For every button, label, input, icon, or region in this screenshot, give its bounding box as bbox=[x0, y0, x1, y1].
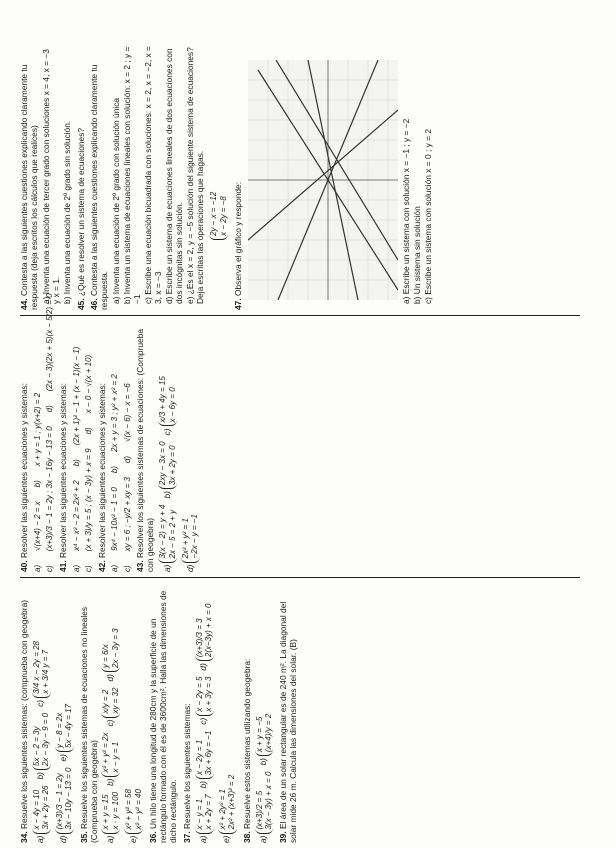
equation-system bbox=[255, 714, 274, 756]
equation: (x+3)/3 = 3 bbox=[194, 618, 204, 658]
item-label: a) bbox=[71, 564, 81, 572]
exercise-number: 45. bbox=[75, 298, 86, 310]
equation-system bbox=[32, 713, 51, 770]
equation-system bbox=[218, 775, 237, 834]
equation: 3x − 10y − 13 = 0 bbox=[64, 767, 74, 830]
system-item bbox=[53, 762, 76, 844]
exercise-39 bbox=[279, 583, 299, 843]
system-item bbox=[253, 766, 276, 843]
system-label: c) bbox=[198, 717, 209, 725]
exercise-44 bbox=[20, 45, 73, 310]
equation: 3/4 x − 2y = 28 bbox=[31, 640, 41, 694]
system-item bbox=[99, 727, 122, 786]
exercise-37 bbox=[183, 583, 239, 843]
equation-system bbox=[101, 792, 120, 834]
system-item bbox=[156, 370, 179, 435]
system-label: a) bbox=[198, 835, 209, 843]
equation: x − 6y = 0 bbox=[167, 387, 177, 423]
sub-question: d) Escribe un sistema de ecuaciones lineales de dos ecuaciones con dos incógnitas sin solución. bbox=[163, 48, 184, 304]
sub-question: a) Inventa una ecuación de 2º grado con solución única bbox=[111, 97, 122, 304]
exercise-46 bbox=[90, 45, 230, 310]
exercise-43 bbox=[136, 321, 202, 572]
items-list bbox=[110, 321, 132, 572]
equation: x − 2y = 5 bbox=[194, 676, 204, 712]
exercise-text: Resolver las siguientes ecuaciones y sistemas: bbox=[57, 382, 68, 559]
exercise-text: ¿Qué es resolver un sistema de ecuaciones? bbox=[75, 127, 86, 297]
equation-system bbox=[255, 772, 274, 834]
sub-question: a) Escribe un sistema con solución x = −1 ; y = −2 bbox=[401, 118, 412, 304]
column-1 bbox=[20, 578, 580, 848]
equation: 5x − 2 = 3y bbox=[31, 726, 41, 767]
equation: y − 8 = 2x bbox=[54, 712, 64, 749]
item-expression: √(x − 6) − x = −6 bbox=[122, 383, 132, 442]
equation-system bbox=[195, 604, 214, 662]
equation: 2x² + (x+3)² = 2 bbox=[227, 774, 237, 830]
system-label: a) bbox=[104, 835, 115, 843]
item-label: a) bbox=[110, 564, 120, 572]
item-expression: xy = 6 ; −y/2 + xy = 3 bbox=[122, 477, 132, 552]
equation: 2y − x = −12 bbox=[209, 191, 219, 236]
item-expression: x⁴ − x² − 2 = 2x² + 2 bbox=[71, 480, 81, 551]
exercise-text: Resuelve los siguientes sistemas: bbox=[181, 703, 192, 830]
equation: 2x − 5 = 2 + y bbox=[167, 509, 177, 559]
equation: 3x + 6y = −1 bbox=[204, 730, 214, 775]
exercise-text: Resolver las siguientes ecuaciones y sistemas: bbox=[19, 382, 29, 559]
exercise-text: Observa el gráfico y responde: bbox=[233, 181, 244, 297]
equation: 3(x − 3y) + x = 0 bbox=[263, 771, 273, 830]
equation: 3x + 2y = 26 bbox=[41, 785, 51, 830]
item-expression: (2x + 1)² − 1 + (x − 1)(x − 1) bbox=[71, 346, 81, 446]
item-expression: (x+3)/3 − 1 = 2y ; 3x − 16y − 13 = 0 bbox=[45, 426, 55, 552]
system-label: d) bbox=[104, 674, 115, 682]
equation-system bbox=[55, 768, 74, 834]
equation: xy = 32 bbox=[110, 687, 120, 714]
exercise-35 bbox=[80, 583, 146, 843]
equation: −2x − y = −1 bbox=[190, 514, 200, 559]
equation: 2xy − 3x = 0 bbox=[158, 441, 168, 486]
exercise-text: Resuelve los siguientes sistemas: (comprueba con geogebra) bbox=[19, 599, 29, 830]
equation-system bbox=[101, 733, 120, 777]
item-label: c) bbox=[84, 565, 94, 572]
system-label: e) bbox=[127, 835, 138, 843]
system-item bbox=[193, 598, 216, 671]
item-label: b) bbox=[110, 466, 120, 474]
exercise-34 bbox=[20, 583, 76, 843]
system-label: d) bbox=[184, 564, 195, 572]
equation-system bbox=[101, 688, 120, 718]
exercise-number: 37. bbox=[181, 831, 192, 843]
equation-system bbox=[55, 704, 74, 752]
equation: x + y = 15 bbox=[101, 794, 111, 830]
exercise-number: 38. bbox=[241, 831, 252, 843]
expression-row bbox=[45, 293, 55, 572]
exercise-text: Resuelve los siguientes sistemas de ecuaciones no lineales (Comprueba con geogebra) bbox=[78, 606, 99, 843]
exercise-number: 46. bbox=[89, 298, 100, 310]
item-label: d) bbox=[122, 455, 132, 464]
equation: (x+3)/2 = 5 bbox=[254, 790, 264, 830]
equation-system bbox=[158, 376, 177, 426]
systems-grid bbox=[156, 321, 202, 572]
system-item bbox=[253, 708, 276, 766]
equation: (x+4)/y = 2 bbox=[263, 713, 273, 753]
system-item bbox=[156, 435, 179, 498]
exercise-47 bbox=[234, 45, 434, 310]
equation-system bbox=[32, 641, 51, 698]
equation: x − y = 1 bbox=[110, 741, 120, 773]
system-item bbox=[216, 769, 239, 843]
systems-grid bbox=[99, 583, 145, 843]
system-label: b) bbox=[104, 778, 115, 786]
equation: x + 2y = 7 bbox=[204, 794, 214, 830]
item-label: b) bbox=[32, 480, 42, 488]
sub-questions bbox=[402, 45, 434, 304]
equation: 5x − 4y = 17 bbox=[64, 704, 74, 749]
equation-system bbox=[158, 505, 177, 563]
exercise-text: Resolver los siguientes sistemas de ecuaciones: (Comprueba con geogebra) bbox=[135, 328, 156, 572]
exercise-number: 36. bbox=[148, 831, 159, 843]
system-item bbox=[122, 783, 145, 843]
exercise-number: 44. bbox=[19, 298, 29, 310]
item-expression: 2x + y = 3 ; y² + x² = 2 bbox=[110, 374, 120, 453]
exercise-text: Resolver las siguientes ecuaciones y sistemas: bbox=[96, 382, 107, 559]
equation: x − 4y = 10 bbox=[31, 789, 41, 830]
system-item bbox=[193, 725, 216, 789]
equation: (x+3)/3 − 1 = 2y bbox=[54, 773, 64, 830]
item-expression: x + y = 1 ; y(x+2) = 2 bbox=[32, 392, 42, 467]
item-expression: 9x⁴ − 10x² − 1 = 0 bbox=[110, 487, 120, 551]
exercise-number: 41. bbox=[57, 560, 68, 572]
exercise-41 bbox=[59, 321, 94, 572]
equation: x − y = 1 bbox=[194, 798, 204, 830]
system-46e bbox=[209, 192, 228, 240]
system-label: c) bbox=[104, 719, 115, 727]
system-label: c) bbox=[161, 428, 172, 436]
sub-question: a) Inventa una ecuación de tercer grado con soluciones x = 4, x = −3 y x = 1. bbox=[40, 49, 61, 304]
exercise-number: 43. bbox=[135, 560, 146, 572]
equation: x² + 2y² = 1 bbox=[217, 789, 227, 830]
systems-grid bbox=[253, 583, 276, 843]
equation: x + 3/4 y = 7 bbox=[41, 649, 51, 694]
system-item bbox=[30, 635, 53, 707]
system-label: d) bbox=[198, 663, 209, 671]
expression-row bbox=[84, 321, 93, 572]
exercise-number: 40. bbox=[19, 560, 29, 572]
equation: x² − y² = 40 bbox=[133, 789, 143, 830]
exercise-38 bbox=[243, 583, 276, 843]
item-label: b) bbox=[71, 459, 81, 467]
exercise-text: El área de un solar rectangular es de 240 m². La diagonal del solar mide 26 m. Calcula las dimensiones del solar. (B) bbox=[278, 601, 299, 843]
exercise-text: Contesta a las siguientes cuestiones explicando claramente tu respuesta. bbox=[89, 64, 110, 310]
exercise-number: 42. bbox=[96, 560, 107, 572]
system-item bbox=[193, 788, 216, 843]
system-label: b) bbox=[198, 780, 209, 789]
system-label: b) bbox=[35, 772, 46, 780]
system-item bbox=[179, 508, 202, 572]
systems-grid bbox=[30, 583, 76, 843]
sub-question: e) ¿Es el x = 2, y = −5 solución del siguiente sistema de ecuaciones? Deja escritas las operaciones que hagas. bbox=[184, 47, 205, 304]
system-label: d) bbox=[58, 835, 69, 843]
equation: x² + y² = 58 bbox=[124, 789, 134, 830]
item-label: c) bbox=[122, 565, 132, 572]
equation: 2x − 3y − 9 = 0 bbox=[41, 712, 51, 767]
item-expression: √(x+4) − 2 = x bbox=[32, 501, 42, 551]
exercise-45 bbox=[77, 45, 87, 310]
equation: 2x² + y² = 1 bbox=[181, 518, 191, 559]
system-item bbox=[193, 671, 216, 725]
exercise-number: 39. bbox=[278, 831, 289, 843]
equation: x + 3y = 3 bbox=[204, 676, 214, 712]
system-item bbox=[99, 622, 122, 681]
exercise-36 bbox=[149, 583, 179, 843]
equation: x − 2y = −8 bbox=[218, 196, 228, 236]
system-label: a) bbox=[35, 835, 46, 843]
exercise-text: Un hilo tiene una longitud de 280cm y la superficie de un rectángulo formado con él es de 3600cm². Halla las dimensiones de dicho rectángulo. bbox=[148, 590, 179, 843]
column-3 bbox=[20, 40, 580, 316]
equation: x/y = 2 bbox=[101, 689, 111, 714]
system-item bbox=[99, 682, 122, 727]
equation-system bbox=[195, 731, 214, 779]
equation-system bbox=[32, 786, 51, 834]
system-label: b) bbox=[257, 758, 268, 766]
item-expression: x − 0 − √(x + 10) bbox=[84, 354, 94, 414]
equation: 2x − 3y = 3 bbox=[110, 628, 120, 669]
equation: x + y = −5 bbox=[254, 716, 264, 753]
equation: 2(x−3y) + x = 0 bbox=[204, 603, 214, 658]
system-label: a) bbox=[257, 835, 268, 843]
sub-questions bbox=[42, 45, 73, 304]
equation-system bbox=[195, 677, 214, 716]
system-item bbox=[53, 698, 76, 761]
system-item bbox=[30, 707, 53, 780]
system-item bbox=[30, 780, 53, 843]
expression-row bbox=[72, 321, 81, 572]
item-label: d) bbox=[45, 405, 55, 413]
equation-system bbox=[124, 789, 143, 833]
exercise-number: 35. bbox=[78, 831, 89, 843]
equation-system bbox=[181, 514, 200, 562]
equation-system bbox=[158, 441, 177, 489]
sub-question: c) Escribe un sistema con solución x = 0 ; y = 2 bbox=[423, 128, 433, 304]
sub-questions bbox=[112, 45, 205, 304]
system-label: b) bbox=[161, 491, 172, 499]
equation: x − 2y = 1 bbox=[194, 739, 204, 775]
item-label: a) bbox=[32, 564, 42, 572]
item-label: c) bbox=[45, 565, 55, 572]
equation: x² + y² = 2x bbox=[101, 732, 111, 773]
systems-grid bbox=[193, 583, 239, 843]
system-label: c) bbox=[35, 699, 46, 707]
expression-row bbox=[33, 321, 42, 572]
equation: 3x + 2y = 0 bbox=[167, 445, 177, 486]
equation-system bbox=[195, 794, 214, 833]
exercise-text: Contesta a las siguientes cuestiones explicando claramente tu respuesta (deja escritos los cálculos que realices) bbox=[19, 64, 39, 310]
equation: y = 6/x bbox=[101, 644, 111, 669]
system-item bbox=[99, 786, 122, 843]
item-expression: (x + 3)/y = 5 ; (x − 3y) + x = 9 bbox=[84, 448, 94, 552]
exercise-42 bbox=[98, 321, 133, 572]
equation: x/3 + 4y = 15 bbox=[158, 376, 168, 423]
system-label: e) bbox=[58, 754, 69, 762]
items-list bbox=[72, 321, 94, 572]
system-label: e) bbox=[221, 835, 232, 843]
sub-question: b) Inventa un sistema de ecuaciones lineales con solución: x = 2 ; y = −1 bbox=[122, 46, 143, 304]
sub-question: c) Escribe una ecuación bicuadrada con soluciones: x = 2, x = −2, x = 3, x = −3 bbox=[142, 46, 163, 304]
lines-graph bbox=[248, 60, 398, 300]
system-item bbox=[156, 499, 179, 572]
system-label: a) bbox=[161, 564, 172, 572]
rotated-worksheet bbox=[20, 40, 580, 848]
equation: 3(x − 2) = y + 4 bbox=[158, 504, 168, 559]
expression-row bbox=[110, 321, 119, 572]
sub-question: b) Inventa una ecuación de 2º grado sin solución. bbox=[61, 120, 72, 304]
item-label: d) bbox=[84, 427, 94, 435]
items-list bbox=[32, 293, 55, 572]
exercise-number: 34. bbox=[19, 831, 29, 843]
exercise-number: 47. bbox=[233, 298, 244, 310]
item-expression: (2x − 3)(2x + 5)(x − 5/2) = 0 bbox=[45, 293, 55, 392]
exercise-text: Resuelve estos sistemas utilizando geogebra: bbox=[241, 658, 252, 830]
sub-question: b) Un sistema sin solución bbox=[412, 206, 423, 304]
equation: x · y = 100 bbox=[110, 791, 120, 830]
expression-row bbox=[123, 321, 132, 572]
equation-system bbox=[101, 628, 120, 672]
